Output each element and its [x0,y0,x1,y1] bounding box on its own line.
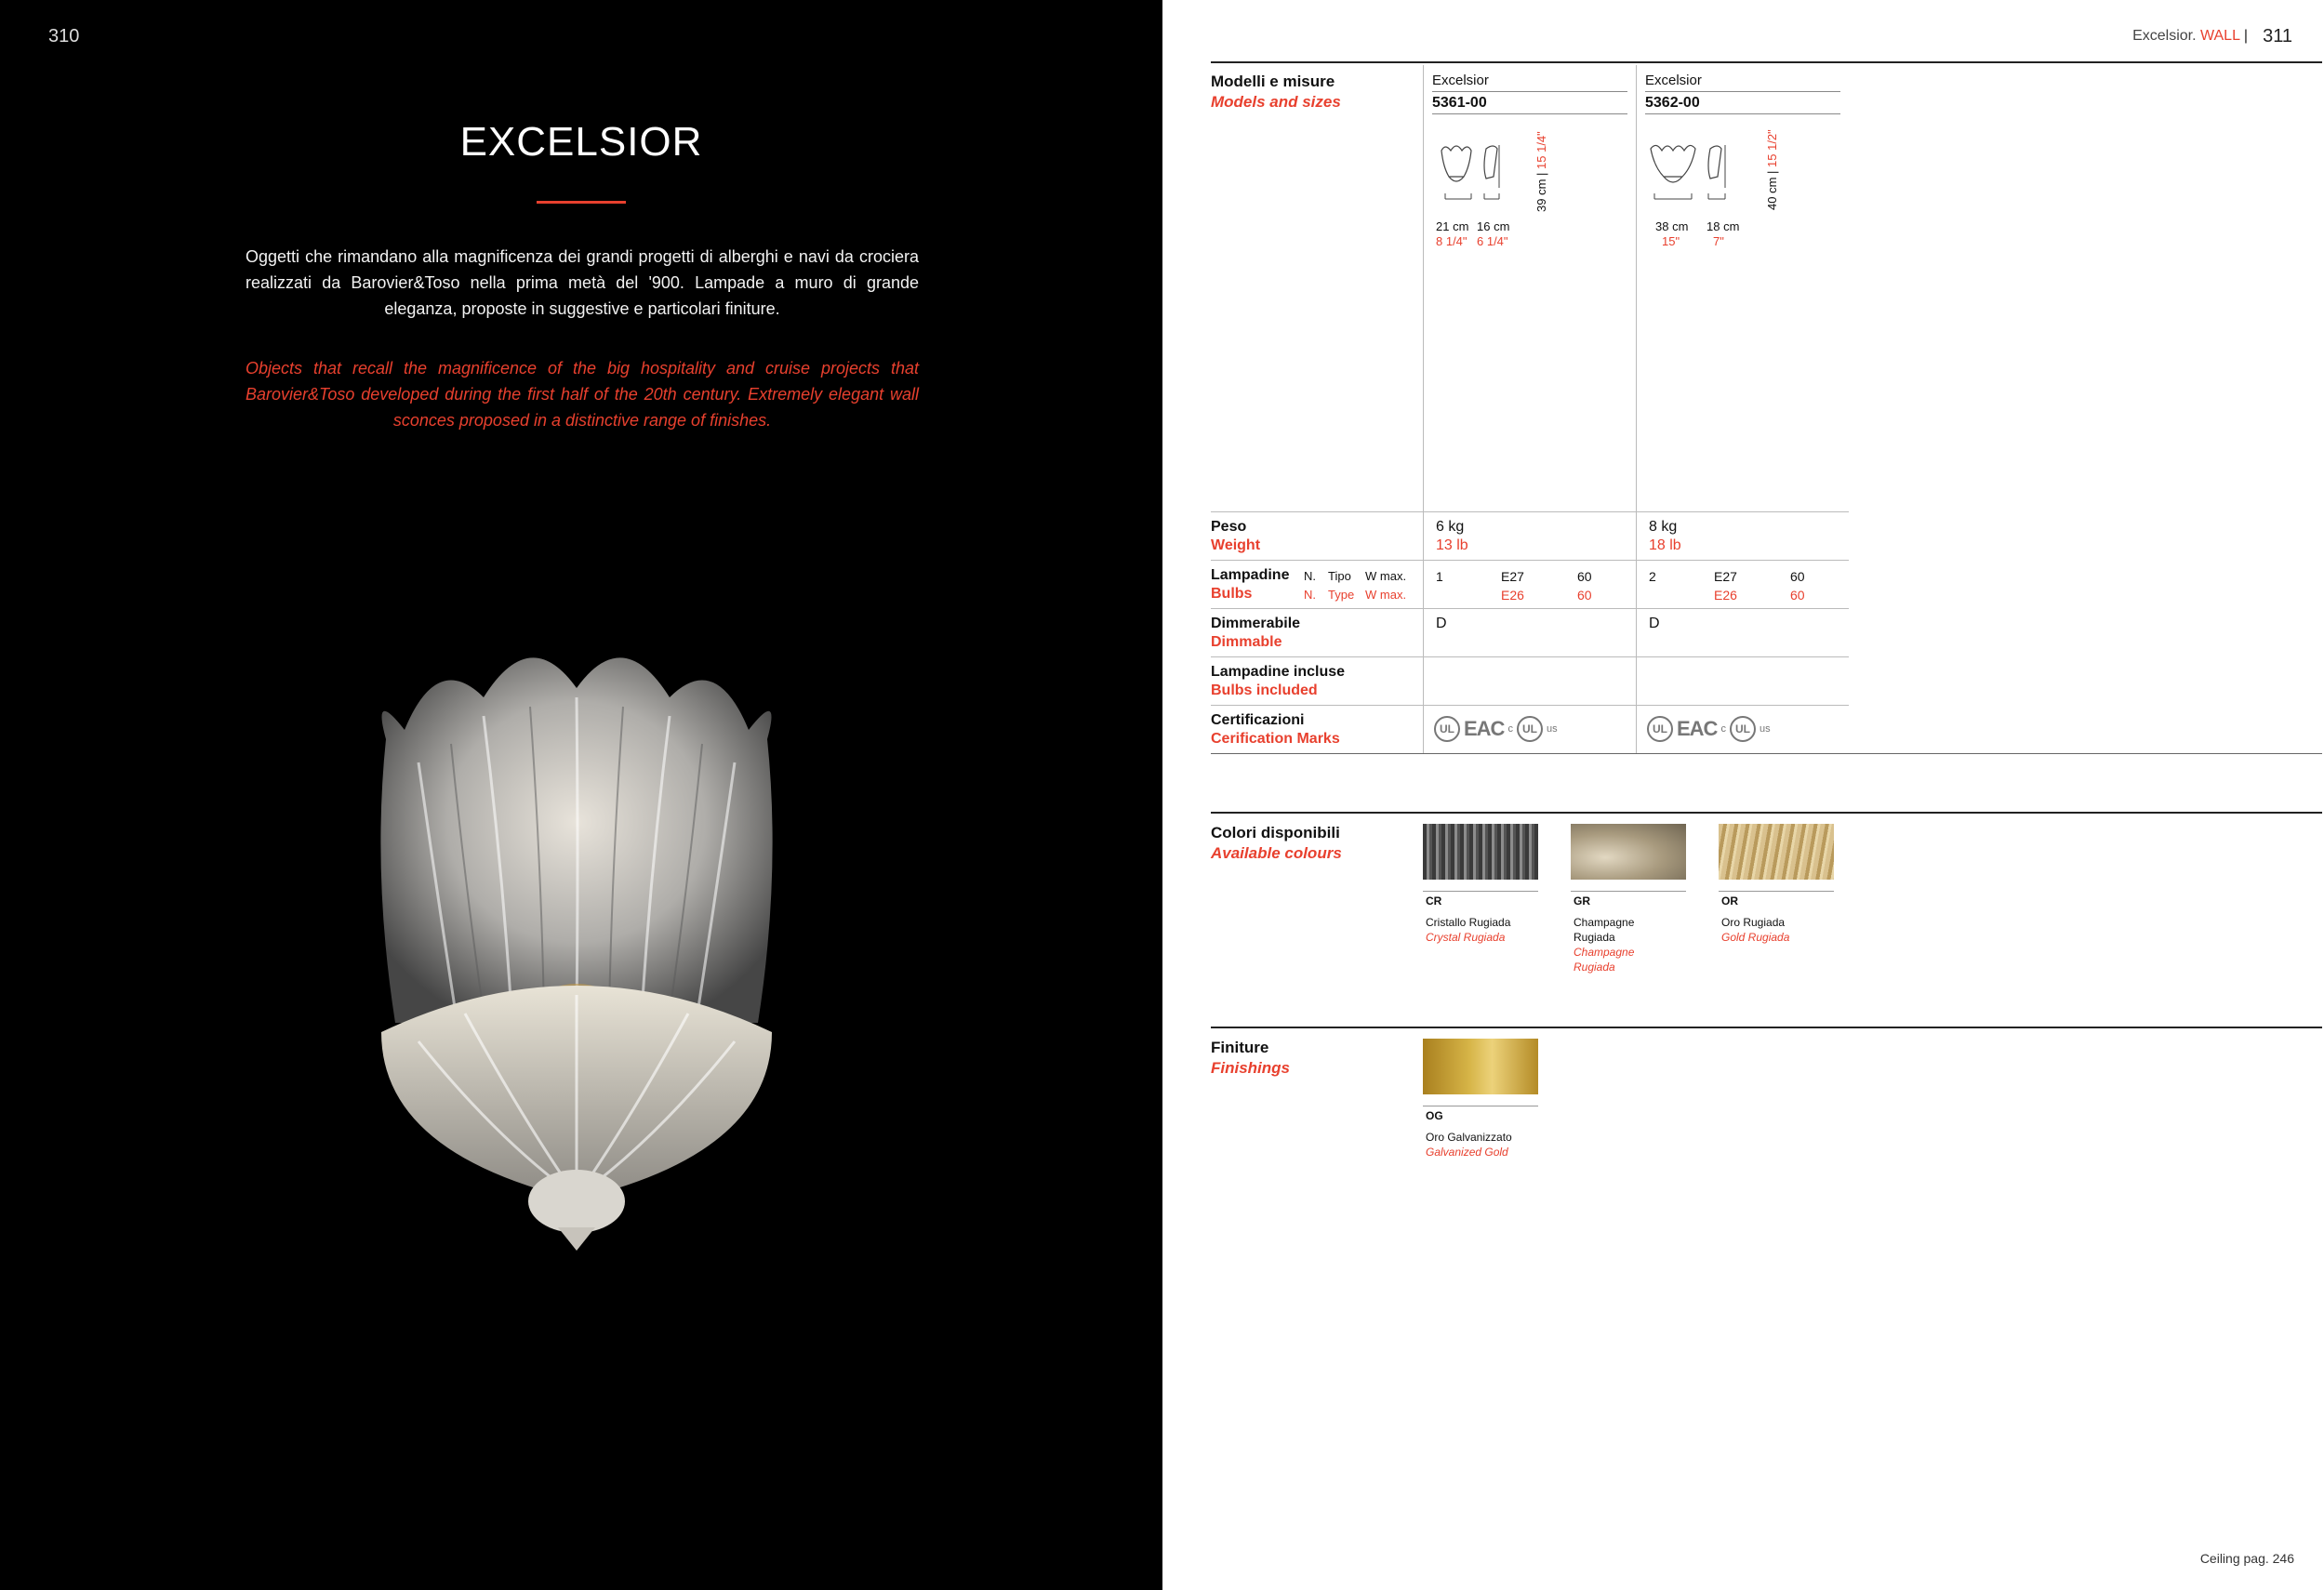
model-1-cert-marks: UL EAC c UL us [1434,716,1558,742]
cert-label-en: Cerification Marks [1211,731,1340,747]
model-1-bulbs-n: 1 [1436,569,1443,584]
model-2-width-cm: 38 cm [1655,219,1689,233]
model-2-width-in: 15" [1662,234,1680,248]
bulbs-label-it: Lampadine [1211,567,1290,583]
weight-label-en: Weight [1211,537,1261,553]
bulbs-col-n-en: N. [1304,588,1316,602]
included-label-en: Bulbs included [1211,682,1318,698]
page-number-right: 311 [2263,26,2292,46]
finish-name-en-og: Galvanized Gold [1426,1146,1508,1159]
model-2-depth-cm: 18 cm [1706,219,1740,233]
models-label-en: Models and sizes [1211,93,1341,111]
eac-mark-icon: EAC [1677,717,1718,740]
model-1-dimmable: D [1436,616,1447,631]
weight-label-it: Peso [1211,519,1247,535]
model-2-dimmable: D [1649,616,1660,631]
footer-cross-reference[interactable]: Ceiling pag. 246 [2199,1551,2294,1566]
model-2-bulbs-type-en: E26 [1714,588,1737,603]
finish-name-it-og: Oro Galvanizzato [1426,1131,1512,1144]
bulbs-col-w-en: W max. [1365,588,1407,602]
model-1-bulbs-w-it: 60 [1577,569,1592,584]
dimmable-label-it: Dimmerabile [1211,616,1301,631]
model-2-cert-marks: UL EAC c UL us [1647,716,1771,742]
model-2-diagram [1645,139,1757,205]
model-2-depth-in: 7" [1713,234,1724,248]
bulbs-col-n-it: N. [1304,569,1316,583]
included-label-it: Lampadine incluse [1211,664,1346,680]
colour-swatch-gr[interactable] [1571,824,1686,880]
bulbs-col-w-it: W max. [1365,569,1407,583]
eac-mark-icon: EAC [1464,717,1505,740]
model-1-height: 39 cm | 15 1/4" [1534,131,1548,212]
model-1-width-cm: 21 cm [1436,219,1469,233]
model-2-bulbs-w-it: 60 [1790,569,1805,584]
intro-italian: Oggetti che rimandano alla magnificenza dei grandi progetti di alberghi e navi da crociera realizzati da Barovier&Toso nella prima metà del '900. Lampade a muro di grande eleganza, proposte in suggestive e particolari finiture. [246,247,919,318]
model-2-height: 40 cm | 15 1/2" [1765,129,1779,210]
colour-code-gr: GR [1574,894,1590,908]
page-title: EXCELSIOR [459,119,703,165]
ul-mark-icon: UL [1647,716,1673,742]
model-1-diagram [1432,139,1534,205]
colour-name-it-cr: Cristallo Rugiada [1426,916,1511,929]
model-2-code: 5362-00 [1645,95,1700,111]
right-page [1162,0,2324,1590]
colour-swatch-cr[interactable] [1423,824,1538,880]
finishes-label-it: Finiture [1211,1039,1269,1056]
model-1-bulbs-type-en: E26 [1501,588,1524,603]
column-divider-1 [1423,65,1424,753]
model-1-depth-in: 6 1/4" [1477,234,1508,248]
cul-mark-icon: UL [1517,716,1543,742]
model-2-bulbs-n: 2 [1649,569,1656,584]
model-2-weight-lb: 18 lb [1649,537,1681,553]
model-2-bulbs-w-en: 60 [1790,588,1805,603]
intro-english: Objects that recall the magnificence of the big hospitality and cruise projects that Barovier&Toso developed during the first half of the 20th century. Extremely elegant wall sconces proposed in a distinctive range of finishes. [246,359,919,430]
finish-swatch-og[interactable] [1423,1039,1538,1094]
model-2-bulbs-type-it: E27 [1714,569,1737,584]
colour-name-it-or: Oro Rugiada [1721,916,1786,929]
title-underline [537,201,626,204]
bulbs-col-type-en: Type [1328,588,1355,602]
model-1-weight-lb: 13 lb [1436,537,1468,553]
header-rule [1211,61,2322,63]
colours-label-it: Colori disponibili [1211,824,1340,841]
product-photo [335,632,818,1311]
colour-swatch-or[interactable] [1719,824,1834,880]
colour-name-en-or: Gold Rugiada [1721,931,1790,944]
colour-code-or: OR [1721,894,1738,908]
bulbs-col-type-it: Tipo [1328,569,1351,583]
ul-mark-icon: UL [1434,716,1460,742]
model-1-weight-kg: 6 kg [1436,519,1465,535]
page-number-left: 310 [48,26,80,46]
model-2-name: Excelsior [1645,73,1702,88]
model-2-weight-kg: 8 kg [1649,519,1678,535]
bulbs-label-en: Bulbs [1211,586,1253,602]
colour-name-it-gr: Champagne Rugiada [1574,916,1635,944]
colour-code-cr: CR [1426,894,1442,908]
finish-code-og: OG [1426,1109,1443,1122]
colour-name-en-cr: Crystal Rugiada [1426,931,1506,944]
model-1-width-in: 8 1/4" [1436,234,1467,248]
colour-name-en-gr: Champagne Rugiada [1574,946,1635,974]
models-label-it: Modelli e misure [1211,73,1335,90]
running-header: Excelsior. WALL | [2132,28,2248,44]
cul-mark-icon: UL [1730,716,1756,742]
model-1-bulbs-w-en: 60 [1577,588,1592,603]
model-1-name: Excelsior [1432,73,1489,88]
cert-label-it: Certificazioni [1211,712,1305,728]
finishes-label-en: Finishings [1211,1059,1290,1077]
model-1-bulbs-type-it: E27 [1501,569,1524,584]
dimmable-label-en: Dimmable [1211,634,1282,650]
model-1-depth-cm: 16 cm [1477,219,1510,233]
model-1-code: 5361-00 [1432,95,1487,111]
column-divider-2 [1636,65,1637,753]
colours-label-en: Available colours [1211,844,1342,862]
